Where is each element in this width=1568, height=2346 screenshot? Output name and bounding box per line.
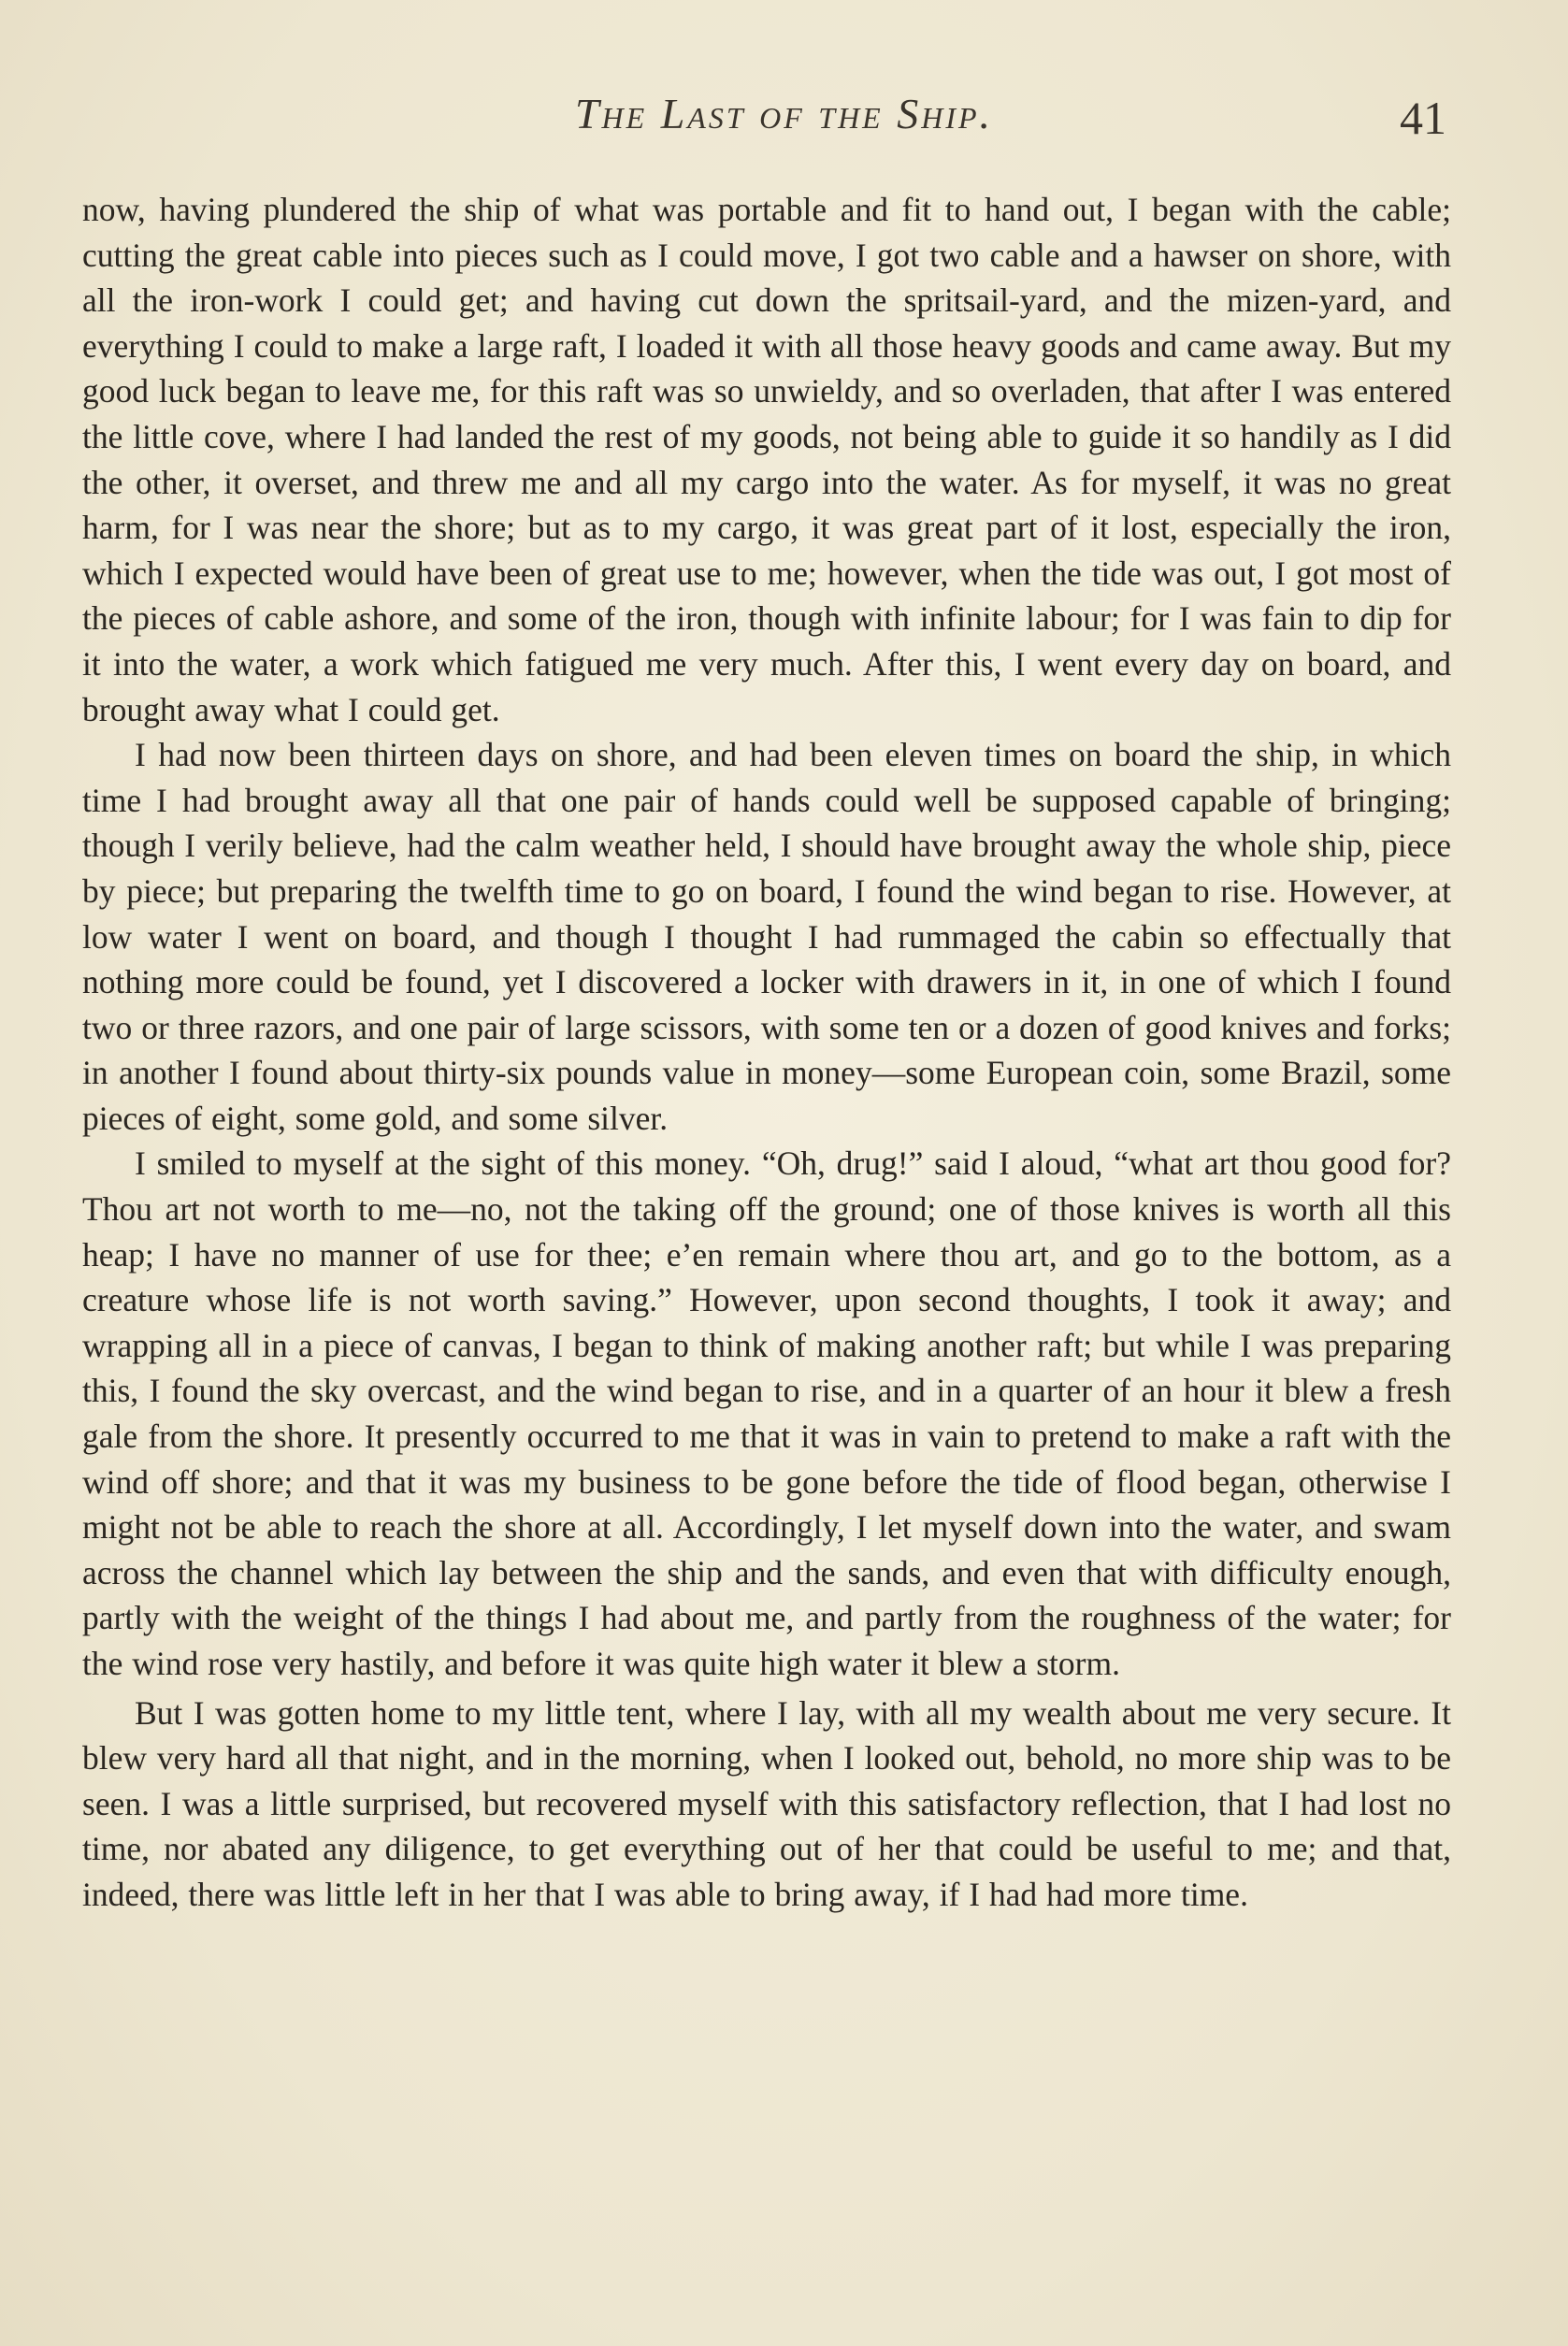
body-text — [82, 187, 1451, 1918]
running-title: The Last of the Ship. — [574, 90, 994, 137]
paragraph: I had now been thirteen days on shore, and had been eleven times on board the ship, in which time I had brought away all that one pair of hands could well be supposed capable of bringing; though I verily believe, had the calm weather held, I should have brought away the whole ship, piece by piece; but preparing the twelfth time to go on board, I found the wind began to rise. However, at low water I went on board, and though I thought I had rummaged the cabin so effectually that nothing more could be found, yet I discovered a locker with drawers in it, in one of which I found two or three razors, and one pair of large scissors, with some ten or a dozen of good knives and forks; in another I found about thirty-six pounds value in money—some European coin, some Brazil, some pieces of eight, some gold, and some silver. — [82, 736, 1451, 1137]
paragraph: I smiled to myself at the sight of this money. “Oh, drug!” said I aloud, “what art thou good for? Thou art not worth to me—no, not the taking off the ground; one of those knives is worth all this heap; I have no manner of use for thee; e’en remain where thou art, and go to the bottom, as a creature whose life is not worth saving.” However, upon second thoughts, I took it away; and wrapping all in a piece of canvas, I began to think of making another raft; but while I was preparing this, I found the sky overcast, and the wind began to rise, and in a quarter of an hour it blew a fresh gale from the shore. It presently occurred to me that it was in vain to pretend to make a raft with the wind off shore; and that it was my business to be gone before the tide of flood began, otherwise I might not be able to reach the shore at all. Accordingly, I let myself down into the water, and swam across the channel which lay between the ship and the sands, and even that with difficulty enough, partly with the weight of the things I had about me, and partly from the roughness of the water; for the wind rose very hastily, and before it was quite high water it blew a storm. — [82, 1144, 1451, 1682]
paragraph: But I was gotten home to my little tent, where I lay, with all my wealth about me very secure. It blew very hard all that night, and in the morning, when I looked out, behold, no more ship was to be seen. I was a little surprised, but recovered myself with this satisfactory reflection, that I had lost no time, nor abated any diligence, to get everything out of her that could be useful to me; and that, indeed, there was little left in her that I was able to bring away, if I had had more time. — [82, 1693, 1451, 1913]
page-number: 41 — [1400, 92, 1446, 144]
paragraph: now, having plundered the ship of what was portable and fit to hand out, I began with the cable; cutting the great cable into pieces such as I could move, I got two cable and a hawser on shore, with all the iron-work I could get; and having cut down the spritsail-yard, and the mizen-yard, and everything I could to make a large raft, I loaded it with all those heavy goods and came away. But my good luck began to leave me, for this raft was so unwieldy, and so overladen, that after I was entered the little cove, where I had landed the rest of my goods, not being able to guide it so handily as I did the other, it overset, and threw me and all my cargo into the water. As for myself, it was no great harm, for I was near the shore; but as to my cargo, it was great part of it lost, especially the iron, which I expected would have been of great use to me; however, when the tide was out, I got most of the pieces of cable ashore, and some of the iron, though with infinite labour; for I was fain to dip for it into the water, a work which fatigued me very much. After this, I went every day on board, and brought away what I could get. — [82, 191, 1451, 728]
running-head — [0, 89, 1568, 154]
